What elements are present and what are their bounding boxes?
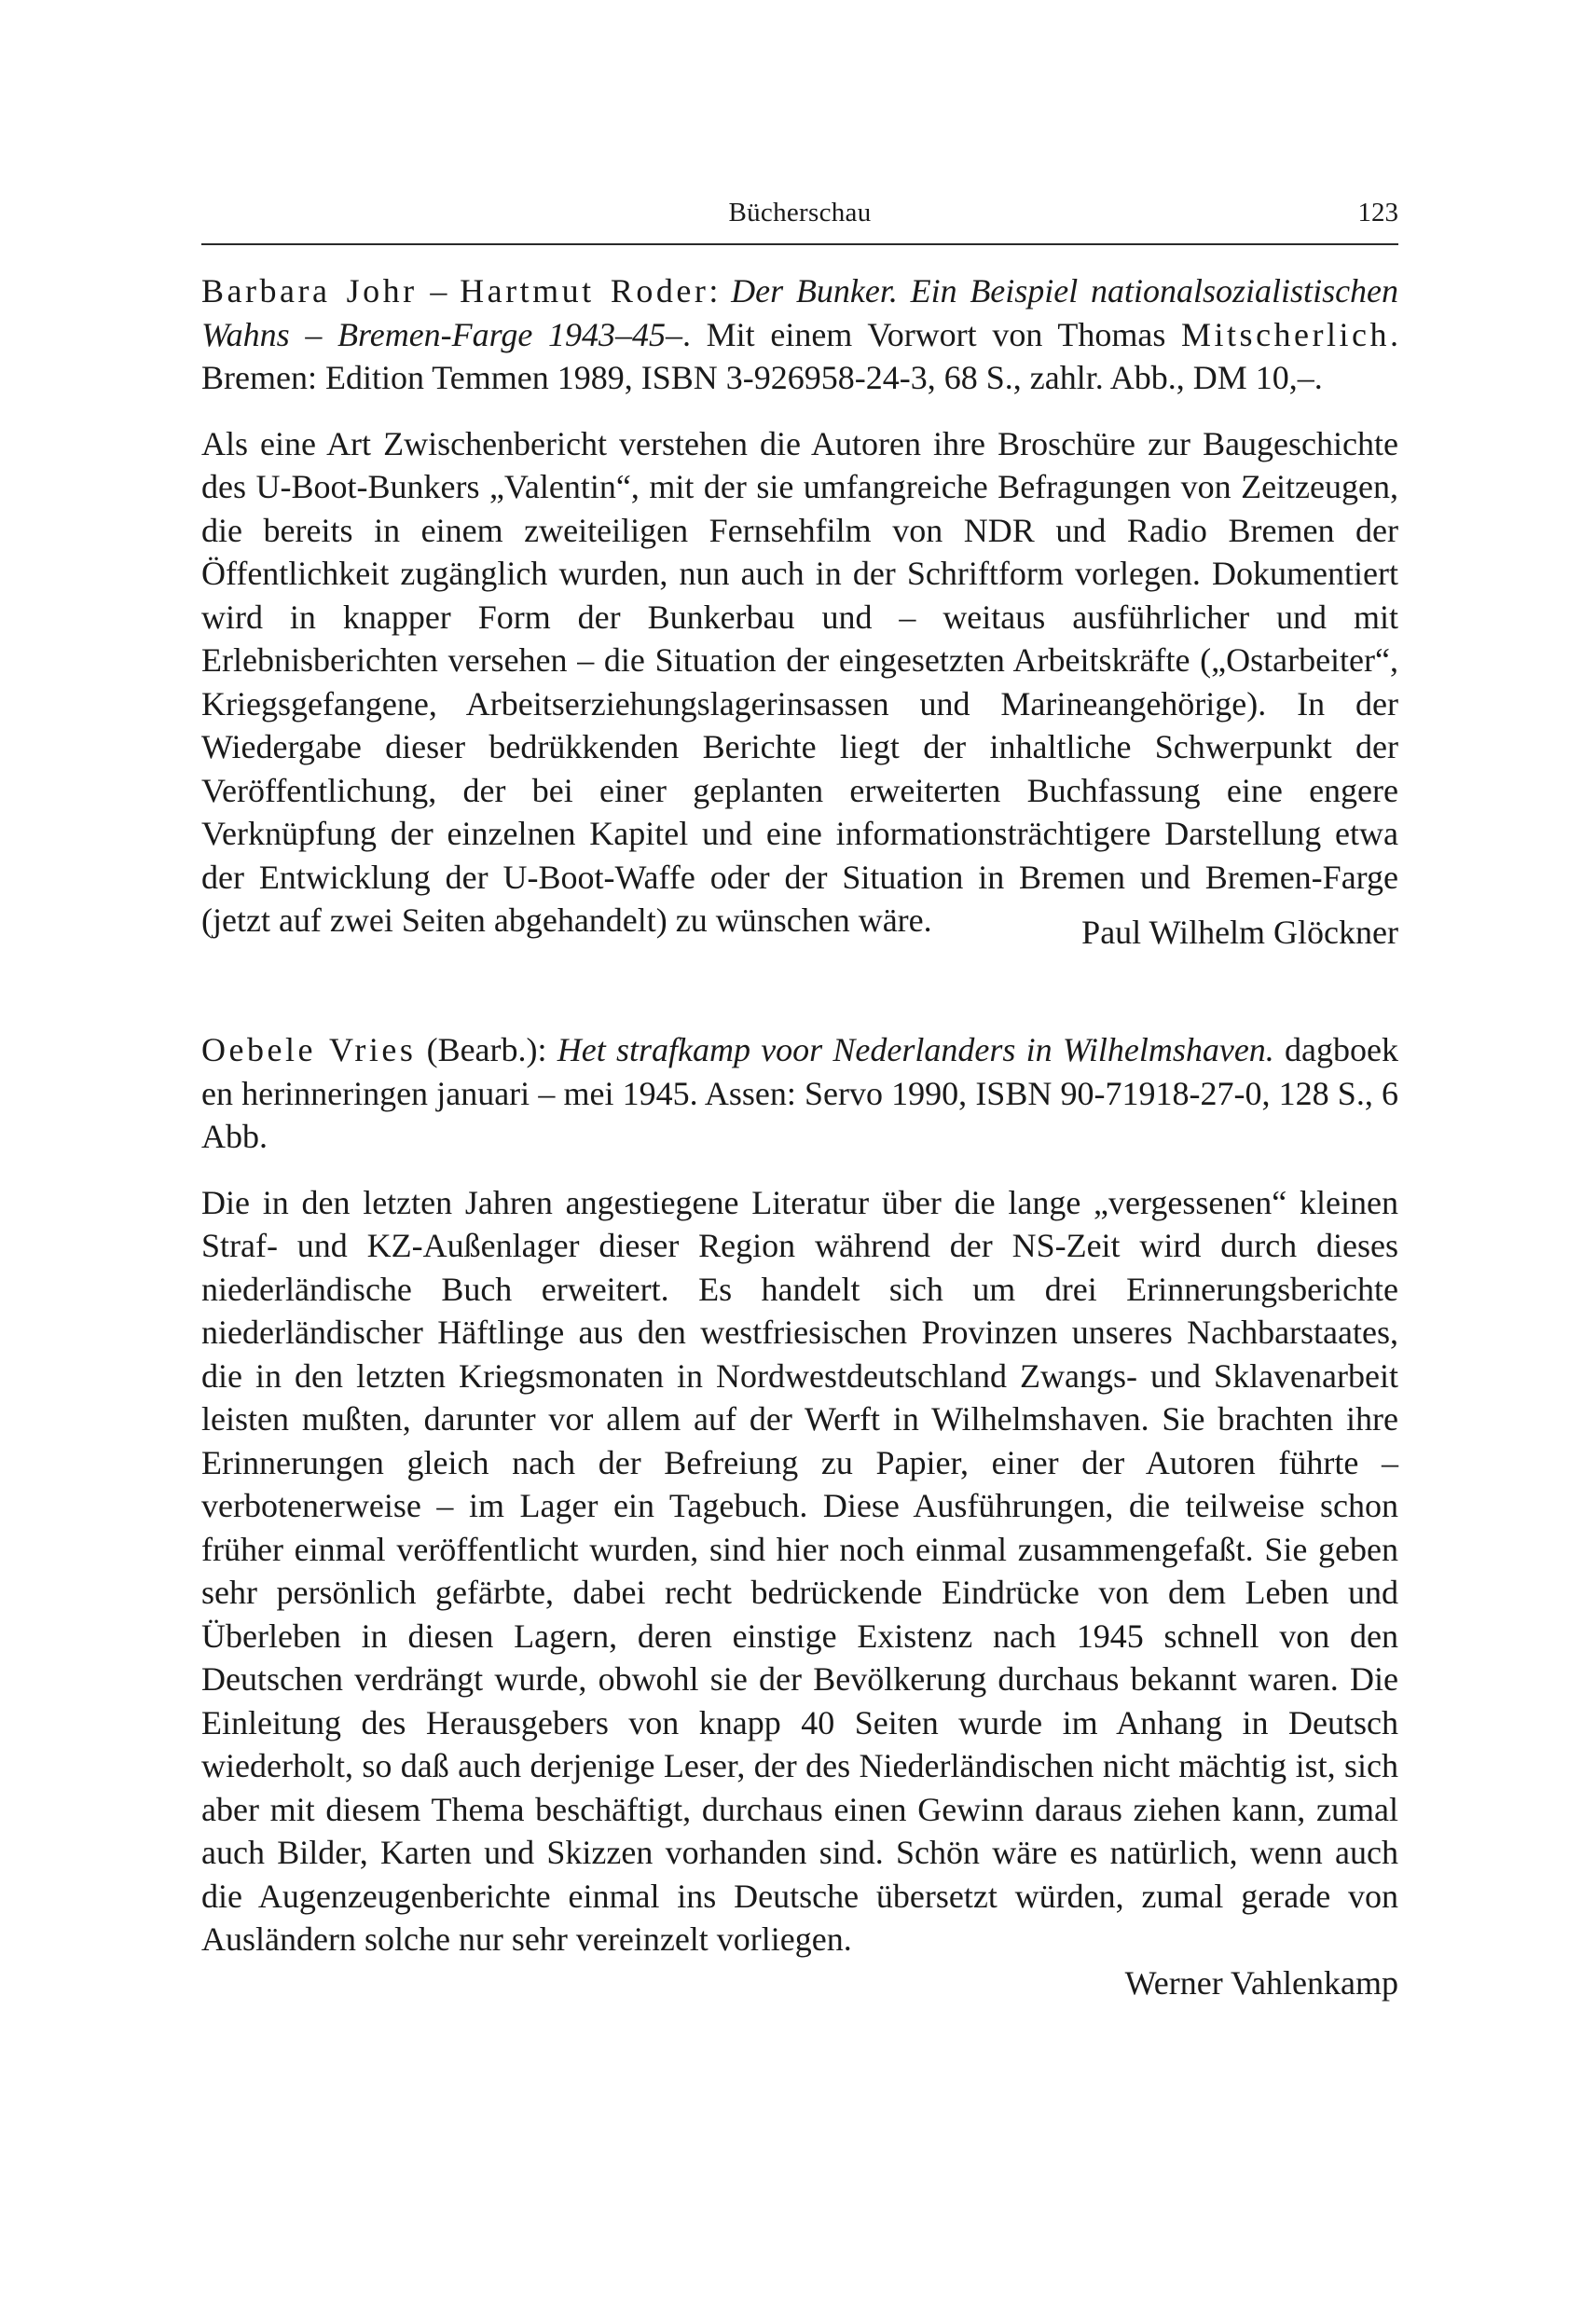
- review-body: Die in den letzten Jahren angestiegene Literatur über die lange „vergessenen“ kleinen Straf- und KZ-Außenlager dieser Region während der NS-Zeit wird durch dieses niederländische Buch erweitert. Es handelt sich um drei Erinnerungsberichte niederländischer Häftlinge aus den westfriesischen Provinzen unseres Nachbarstaates, die in den letzten Kriegsmonaten in Nordwestdeutschland Zwangs- und Sklavenarbeit leisten mußten, darunter vor allem auf der Werft in Wilhelmshaven. Sie brachten ihre Erinnerungen gleich nach der Befreiung zu Papier, einer der Autoren führte – verbotenerweise – im Lager ein Tagebuch. Diese Ausführungen, die teilweise schon früher einmal veröffentlicht wurden, sind hier noch einmal zusammengefaßt. Sie geben sehr persönlich gefärbte, dabei recht bedrückende Eindrücke von dem Leben und Überleben in diesen Lagern, deren einstige Existenz nach 1945 schnell von den Deutschen verdrängt wurde, obwohl sie der Bevölkerung durchaus bekannt waren. Die Einleitung des Herausgebers von knapp 40 Seiten wurde im Anhang in Deutsch wiederholt, so daß auch derjenige Leser, der des Niederländischen nicht mächtig ist, sich aber mit diesem Thema beschäftigt, durchaus einen Gewinn daraus ziehen kann, zumal auch Bilder, Karten und Skizzen vorhanden sind. Schön wäre es natürlich, wenn auch die Augenzeugenberichte einmal ins Deutsche übersetzt würden, zumal gerade von Ausländern solche nur sehr vereinzelt vorliegen.: [201, 1183, 1398, 1958]
- book-title: Het strafkamp voor Nederlanders in Wilhelmshaven.: [557, 1031, 1274, 1068]
- colon: :: [709, 272, 719, 310]
- review-1: [201, 269, 1399, 951]
- section-gap: [201, 943, 1398, 1028]
- foreword-author: Mitscherlich: [1181, 315, 1390, 353]
- review-body: Als eine Art Zwischenbericht verstehen die Autoren ihre Broschüre zur Baugeschichte des U-Boot-Bunkers „Valentin“, mit der sie umfangreiche Befragungen von Zeitzeugen, die bereits in einem zweiteiligen Fernsehfilm von NDR und Radio Bremen der Öffentlichkeit zugänglich wurden, nun auch in der Schriftform vorlegen. Dokumentiert wird in knapper Form der Bunkerbau und – weitaus ausführlicher und mit Erlebnisberichten versehen – die Situation der eingesetzten Arbeitskräfte („Ostarbeiter“, Kriegsgefangene, Arbeitserziehungslagerinsassen und Marineangehörige). In der Wiedergabe dieser bedrükkenden Berichte liegt der inhaltliche Schwerpunkt der Veröffentlichung, der bei einer geplanten erweiterten Buchfassung eine engere Verknüpfung der einzelnen Kapitel und eine informationsträchtigere Darstellung etwa der Entwicklung der U-Boot-Waffe oder der Situation in Bremen und Bremen-Farge (jetzt auf zwei Seiten abgehandelt) zu wünschen wäre.: [201, 424, 1398, 939]
- author-name: Barbara Johr: [201, 272, 418, 310]
- review-2: [201, 1028, 1398, 2004]
- book-details: . Mit einem Vorwort von Thomas: [681, 315, 1166, 353]
- page-content: [201, 191, 1398, 2004]
- reviewer-name: Werner Vahlenkamp: [1124, 1963, 1398, 2002]
- page-number: 123: [1357, 198, 1398, 227]
- citation: [201, 1028, 1398, 1159]
- running-header: [201, 191, 1398, 243]
- author-name: Oebele Vries: [201, 1031, 417, 1068]
- book-details: . Bremen: Edition Temmen 1989, ISBN 3-926958-24-3, 68 S., zahlr. Abb., DM 10,–.: [201, 315, 1398, 396]
- citation: [201, 269, 1398, 400]
- header-rule: [201, 243, 1398, 245]
- running-title: Bücherschau: [728, 198, 872, 227]
- book-details: dagboek en herinneringen januari – mei 1945. Assen: Servo 1990, ISBN 90-71918-27-0, 128 S., 6 Abb.: [201, 1031, 1399, 1155]
- author-name: Hartmut Roder: [460, 272, 709, 310]
- editor-note: (Bearb.):: [416, 1031, 547, 1068]
- book-title: Der Bunker. Ein Beispiel nationalsozialistischen Wahns – Bremen-Farge 1943–45–: [201, 272, 1399, 353]
- reviewer-name: Paul Wilhelm Glöckner: [1081, 913, 1398, 951]
- author-separator: –: [417, 272, 461, 310]
